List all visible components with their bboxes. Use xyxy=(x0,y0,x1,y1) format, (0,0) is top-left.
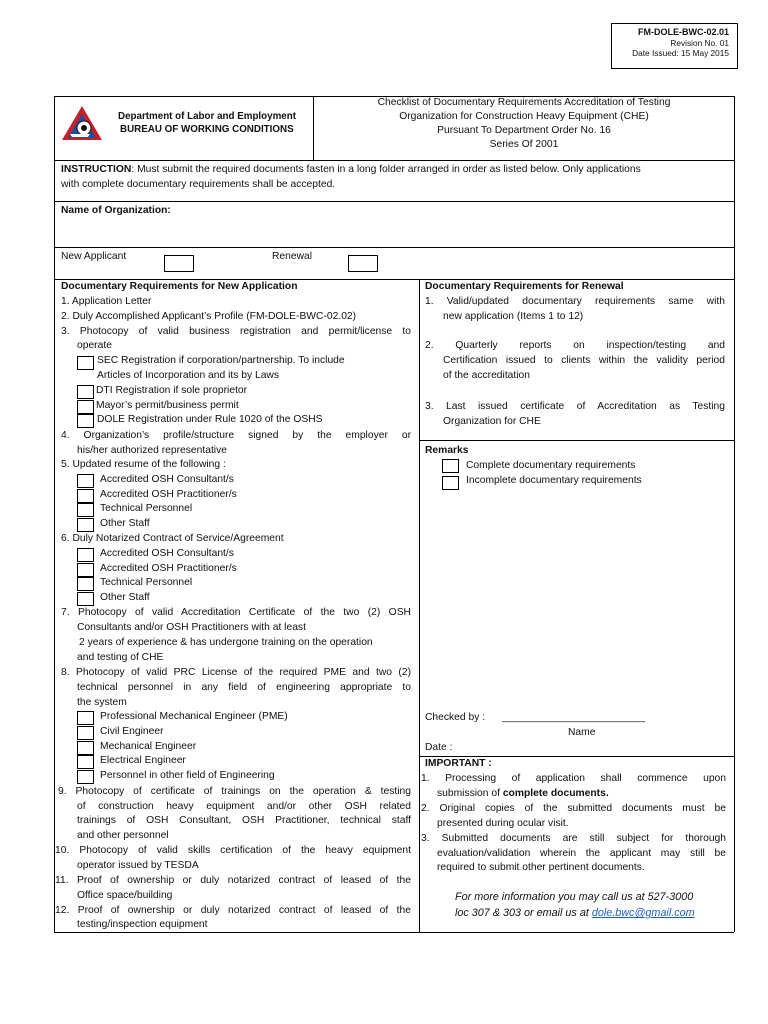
list-item: trainings of OSH Consultant, OSH Practitioner, technical staff xyxy=(77,815,411,826)
other-engineering-checkbox[interactable] xyxy=(77,770,94,784)
new-applicant-label: New Applicant xyxy=(61,251,127,262)
resume-technical-personnel-checkbox[interactable] xyxy=(77,503,94,517)
important-text: submission of xyxy=(437,788,503,799)
list-item: and testing of CHE xyxy=(77,652,164,663)
department-name: Department of Labor and Employment xyxy=(118,111,296,122)
list-item: Accredited OSH Practitioner/s xyxy=(100,489,237,500)
list-item: Consultants and/or OSH Practitioners with at least xyxy=(77,622,306,633)
complete-requirements-checkbox[interactable] xyxy=(442,459,459,473)
list-item: Mechanical Engineer xyxy=(100,741,197,752)
list-item: 2. Duly Accomplished Applicant’s Profile (FM-DOLE-BWC-02.02) xyxy=(61,311,357,322)
bureau-name: BUREAU OF WORKING CONDITIONS xyxy=(120,124,294,135)
revision-number: Revision No. 01 xyxy=(670,37,729,48)
title-line-4: Series Of 2001 xyxy=(489,139,559,150)
column-divider xyxy=(419,279,420,932)
list-item: operate xyxy=(77,340,112,351)
list-item: 3. Last issued certificate of Accreditation as Testing xyxy=(425,401,725,412)
list-item: 2. Quarterly reports on inspection/testing and xyxy=(425,340,725,351)
checked-by-signature-line[interactable]: _________________________ xyxy=(502,712,646,723)
organization-label: Name of Organization: xyxy=(61,205,171,216)
list-item: Other Staff xyxy=(100,592,150,603)
contract-osh-practitioner-checkbox[interactable] xyxy=(77,563,94,577)
list-item: the system xyxy=(77,697,127,708)
resume-osh-consultant-checkbox[interactable] xyxy=(77,474,94,488)
list-item: 5. Updated resume of the following : xyxy=(61,459,226,470)
list-item: of construction heavy equipment and/or other OSH related xyxy=(77,801,411,812)
email-link[interactable]: dole.bwc@gmail.com xyxy=(591,907,695,919)
instruction-line-2: with complete documentary requirements shall be accepted. xyxy=(61,179,336,190)
date-label: Date : xyxy=(425,742,453,753)
sec-registration-checkbox[interactable] xyxy=(77,356,94,370)
list-item: 11. Proof of ownership or duly notarized contract of leased of the xyxy=(55,875,411,886)
instruction-text-1: : Must submit the required documents fasten in a long folder arranged in order as listed below. Only applications xyxy=(131,164,641,175)
list-item: Office space/building xyxy=(77,890,173,901)
list-item: 8. Photocopy of valid PRC License of the required PME and two (2) xyxy=(61,667,411,678)
list-item: DTI Registration if sole proprietor xyxy=(96,385,248,396)
list-item xyxy=(437,787,609,801)
list-item: Personnel in other field of Engineering xyxy=(100,770,275,781)
list-item: testing/inspection equipment xyxy=(77,919,208,930)
title-line-3: Pursuant To Department Order No. 16 xyxy=(437,125,611,136)
list-item: Certification issued to clients within the validity period xyxy=(443,355,725,366)
org-bottom-border xyxy=(54,247,734,248)
contract-osh-consultant-checkbox[interactable] xyxy=(77,548,94,562)
list-item: 2. Original copies of the submitted documents must be xyxy=(421,803,726,814)
instruction-bottom-border xyxy=(54,201,734,202)
renewal-title: Documentary Requirements for Renewal xyxy=(425,281,624,292)
resume-osh-practitioner-checkbox[interactable] xyxy=(77,489,94,503)
contract-technical-personnel-checkbox[interactable] xyxy=(77,577,94,591)
list-item: and other personnel xyxy=(77,830,169,841)
contact-text: loc 307 & 303 or email us at xyxy=(455,907,592,919)
list-item: Other Staff xyxy=(100,518,150,529)
list-item: new application (Items 1 to 12) xyxy=(443,311,584,322)
list-item: Organization for CHE xyxy=(443,416,541,427)
list-item: Professional Mechanical Engineer (PME) xyxy=(100,711,288,722)
complete-requirements-label: Complete documentary requirements xyxy=(466,460,636,471)
checked-by-label: Checked by : xyxy=(425,712,486,723)
renewal-label: Renewal xyxy=(272,251,313,262)
table-left-border xyxy=(54,96,55,932)
incomplete-requirements-label: Incomplete documentary requirements xyxy=(466,475,642,486)
pme-checkbox[interactable] xyxy=(77,711,94,725)
organization-input[interactable] xyxy=(200,204,720,244)
list-item: required to submit other pertinent documents. xyxy=(437,862,645,873)
table-right-border xyxy=(734,96,735,932)
instruction-label: INSTRUCTION xyxy=(61,164,132,175)
list-item: SEC Registration if corporation/partnership. To include xyxy=(97,355,345,366)
list-item: 6. Duly Notarized Contract of Service/Agreement xyxy=(61,533,284,544)
list-item: Accredited OSH Consultant/s xyxy=(100,548,234,559)
list-item: of the accreditation xyxy=(443,370,531,381)
form-code: FM-DOLE-BWC-02.01 xyxy=(637,27,729,37)
list-item: operator issued by TESDA xyxy=(77,860,199,871)
title-line-2: Organization for Construction Heavy Equipment (CHE) xyxy=(399,111,649,122)
important-title: IMPORTANT : xyxy=(425,758,492,769)
list-item: Technical Personnel xyxy=(100,503,193,514)
list-item: Accredited OSH Consultant/s xyxy=(100,474,234,485)
contact-line-2 xyxy=(455,906,695,920)
list-item: Mayor’s permit/business permit xyxy=(96,400,239,411)
list-item: 3. Photocopy of valid business registration and permit/license to xyxy=(61,326,411,337)
list-item: 10. Photocopy of valid skills certification of the heavy equipment xyxy=(55,845,411,856)
mayors-permit-checkbox[interactable] xyxy=(77,400,94,414)
list-item: Civil Engineer xyxy=(100,726,164,737)
list-item: Technical Personnel xyxy=(100,577,193,588)
list-item: 1. Processing of application shall commence upon xyxy=(421,773,726,784)
list-item: presented during ocular visit. xyxy=(437,818,569,829)
dole-logo-icon xyxy=(60,104,104,142)
contact-line-1: For more information you may call us at 527-3000 xyxy=(455,891,694,903)
instruction-line-1 xyxy=(61,163,641,177)
incomplete-requirements-checkbox[interactable] xyxy=(442,476,459,490)
remarks-title: Remarks xyxy=(425,445,469,456)
important-emphasis: complete documents. xyxy=(502,788,609,799)
electrical-engineer-checkbox[interactable] xyxy=(77,755,94,769)
list-item: 12. Proof of ownership or duly notarized contract of leased of the xyxy=(55,905,411,916)
dti-registration-checkbox[interactable] xyxy=(77,385,94,399)
name-caption: Name xyxy=(568,727,596,738)
civil-engineer-checkbox[interactable] xyxy=(77,726,94,740)
title-line-1: Checklist of Documentary Requirements Accreditation of Testing xyxy=(377,97,671,108)
list-item: 2 years of experience & has undergone training on the operation xyxy=(79,637,373,648)
mechanical-engineer-checkbox[interactable] xyxy=(77,741,94,755)
renewal-bottom-border xyxy=(419,440,734,441)
list-item: 3. Submitted documents are still subject for thorough xyxy=(421,833,726,844)
date-issued: Date Issued: 15 May 2015 xyxy=(632,48,729,58)
list-item: Electrical Engineer xyxy=(100,755,186,766)
dole-registration-checkbox[interactable] xyxy=(77,414,94,428)
form-code-box xyxy=(611,23,738,69)
renewal-checkbox[interactable] xyxy=(348,255,378,272)
list-item: Accredited OSH Practitioner/s xyxy=(100,563,237,574)
contract-other-staff-checkbox[interactable] xyxy=(77,592,94,606)
list-item: DOLE Registration under Rule 1020 of the OSHS xyxy=(97,414,323,425)
new-applicant-checkbox[interactable] xyxy=(164,255,194,272)
list-item: 9. Photocopy of certificate of trainings on the operation & testing xyxy=(58,786,411,797)
checklist-title xyxy=(314,96,734,152)
list-item: 1. Application Letter xyxy=(61,296,152,307)
list-item: technical personnel in any field of engineering appropriate to xyxy=(77,682,411,693)
list-item: Articles of Incorporation and its by Laws xyxy=(97,370,280,381)
list-item: 1. Valid/updated documentary requirements same with xyxy=(425,296,725,307)
list-item: 7. Photocopy of valid Accreditation Certificate of the two (2) OSH xyxy=(61,607,411,618)
list-item: evaluation/validation wherein the applicant may still be xyxy=(437,848,726,859)
header-bottom-border xyxy=(54,160,734,161)
list-item: 4. Organization’s profile/structure signed by the employer or xyxy=(61,430,411,441)
resume-other-staff-checkbox[interactable] xyxy=(77,518,94,532)
list-item: his/her authorized representative xyxy=(77,445,227,456)
table-bottom-border xyxy=(54,932,734,933)
new-application-title: Documentary Requirements for New Application xyxy=(61,281,298,292)
